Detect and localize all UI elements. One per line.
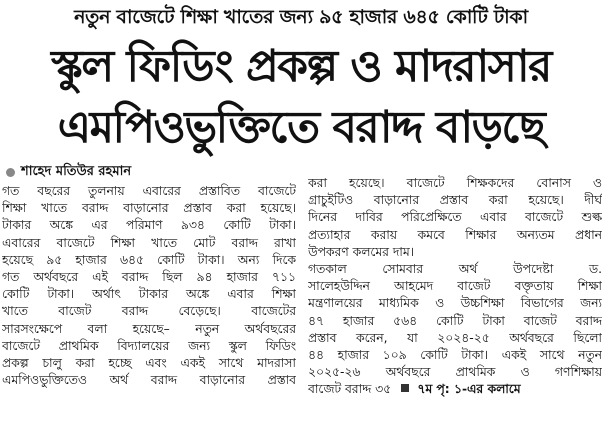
body-line: প্রকল্প চালু করা হচ্ছে এবং একই সাথে মাদরাসা bbox=[2, 355, 296, 370]
body-line: দিনের দাবির পরিপ্রেক্ষিতে এবার বাজেটে শুল্ক bbox=[308, 210, 602, 225]
body-line: গত অর্থবছরে এই বরাদ্দ ছিল ৯৪ হাজার ৭১১ bbox=[2, 269, 296, 284]
right-column bbox=[308, 175, 602, 398]
body-line: গ্রাচুইটিও বাড়ানোর প্রস্তাব করা হয়েছে। দীর্ঘ bbox=[308, 193, 602, 208]
bullet-icon bbox=[6, 168, 15, 177]
body-line: ৪৭ হাজার ৫৬৪ কোটি টাকা বাজেট বরাদ্দ bbox=[308, 313, 602, 328]
body-line-text: বাজেট বরাদ্দ ৩৫ bbox=[308, 382, 392, 397]
headline-line-1: স্কুল ফিডিং প্রকল্প ও মাদরাসার bbox=[51, 41, 551, 92]
body-line: কোটি টাকা। অর্থাৎ টাকার অঙ্কে এবার শিক্ষা bbox=[2, 287, 296, 302]
body-line: ২০২৫-২৬ অর্থবছরে প্রাথমিক ও গণশিক্ষায় bbox=[308, 365, 602, 380]
body-line: সারসংক্ষেপে বলা হয়েছে– নতুন অর্থবছরের bbox=[2, 321, 296, 336]
body-line: করা হয়েছে। বাজেটে শিক্ষকদের বোনাস ও bbox=[308, 176, 602, 190]
body-line: এমপিওভুক্তিতেও অর্থ বরাদ্দ বাড়ানোর প্রস্তাব bbox=[2, 373, 296, 388]
body-line: সালেহউদ্দিন আহমেদ বাজেট বক্তৃতায় শিক্ষা bbox=[308, 279, 602, 294]
article-kicker: নতুন বাজেটে শিক্ষা খাতের জন্য ৯৫ হাজার ৬৪৫ কোটি টাকা bbox=[74, 6, 528, 28]
square-bullet-icon bbox=[401, 384, 409, 392]
byline-author: শাহেদ মতিউর রহমান bbox=[21, 164, 132, 179]
continued-reference bbox=[401, 381, 521, 398]
body-line: গতকাল সোমবার অর্থ উপদেষ্টা ড. bbox=[308, 261, 602, 276]
body-line: গত বছরের তুলনায় এবারের প্রস্তাবিত বাজেটে bbox=[2, 184, 296, 198]
headline-line-2: এমপিওভুক্তিতে বরাদ্দ বাড়ছে bbox=[57, 102, 545, 153]
body-line: উপকরণ কলমের দাম। bbox=[308, 244, 415, 259]
body-line: হয়েছে ৯৫ হাজার ৬৪৫ কোটি টাকা। অন্য দিকে bbox=[2, 252, 296, 267]
body-line: প্রস্তাব করেন, যা ২০২৪-২৫ অর্থবছরে ছিলো bbox=[308, 330, 602, 345]
body-line-final bbox=[308, 381, 602, 398]
body-line: বাজেটে প্রাথমিক বিদ্যালয়ের জন্য স্কুল ফিডিং bbox=[2, 338, 296, 353]
body-line: টাকার অঙ্কে এর পরিমাণ ৯৩৪ কোটি টাকা। bbox=[2, 218, 296, 233]
body-line: ৪৪ হাজার ১০৯ কোটি টাকা। একই সাথে নতুন bbox=[308, 347, 602, 362]
byline bbox=[6, 163, 131, 181]
body-line: শিক্ষা খাতে বরাদ্দ বাড়ানোর প্রস্তাব করা হয়েছে। bbox=[2, 201, 296, 216]
left-column bbox=[2, 183, 296, 389]
body-line: খাতে বাজেট বরাদ্দ বেড়েছে। বাজেটের bbox=[2, 304, 296, 319]
body-line: মন্ত্রণালয়ের মাধ্যমিক ও উচ্চশিক্ষা বিভাগের জন্য bbox=[308, 296, 602, 311]
article-headline bbox=[0, 36, 602, 158]
body-line: এবারের বাজেটে শিক্ষা খাতে মোট বরাদ্দ রাখা bbox=[2, 235, 296, 250]
body-line: প্রত্যাহার করায় কমবে শিক্ষার অন্যতম প্রধান bbox=[308, 227, 602, 242]
continued-reference-text: ৭ম পৃ: ১-এর কলামে bbox=[417, 382, 521, 397]
